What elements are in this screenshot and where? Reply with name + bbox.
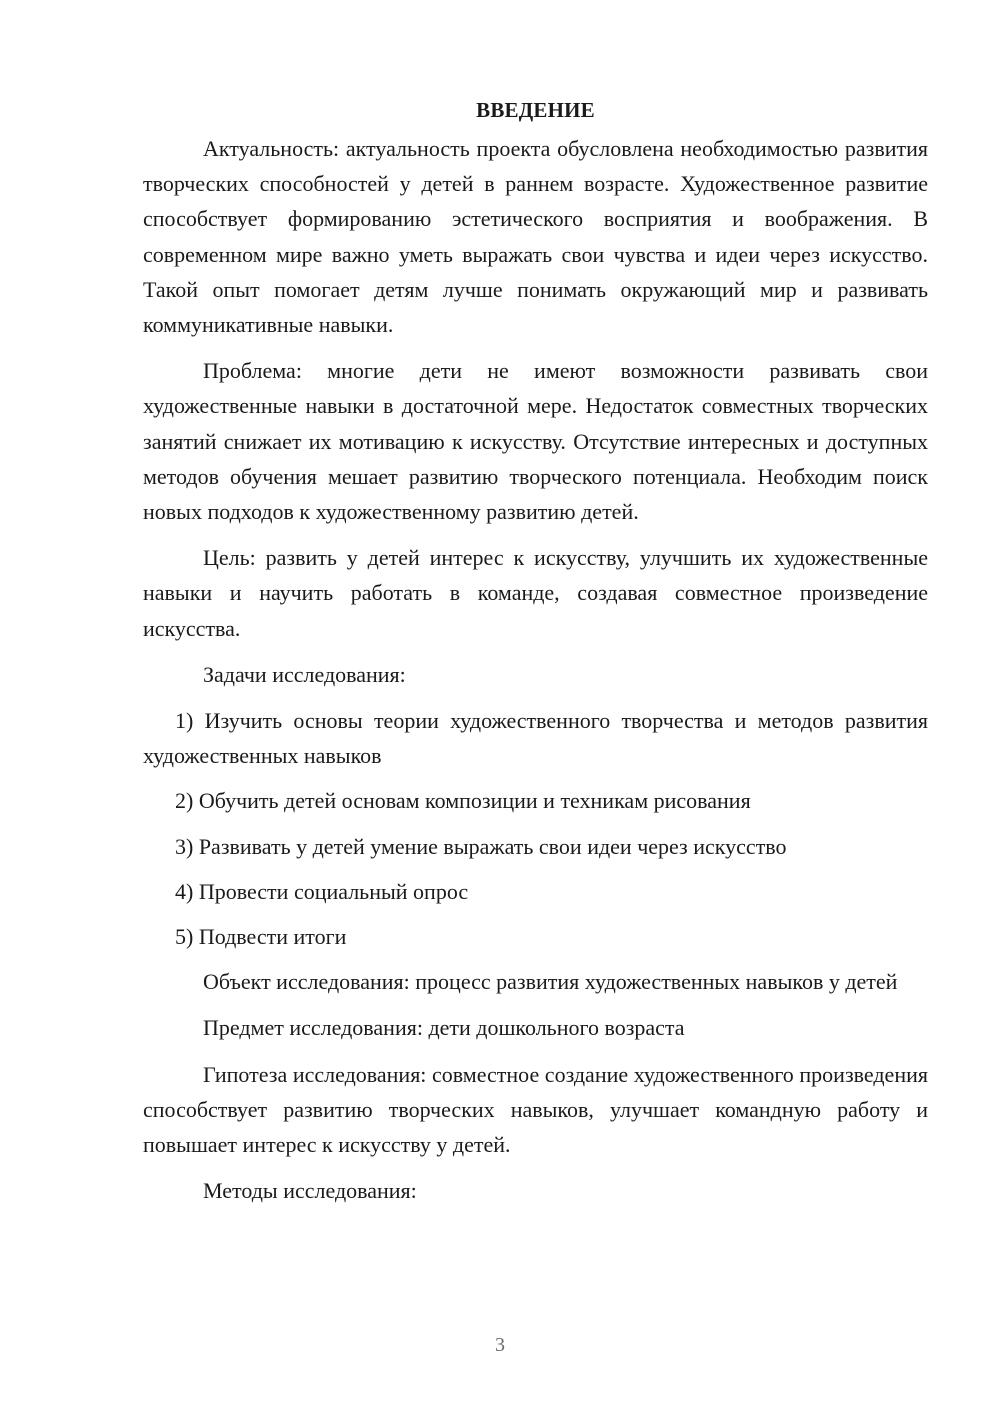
task-item-2: 2) Обучить детей основам композиции и техникам рисования (175, 788, 751, 814)
page-title: ВВЕДЕНИЕ (476, 98, 595, 122)
task-item-4: 4) Провести социальный опрос (175, 878, 469, 904)
document-page (143, 95, 928, 1219)
page-number: 3 (495, 1334, 505, 1356)
task-item-1: 1) Изучить основы теории художественного творчества и методов развития художественных навыков (143, 708, 928, 769)
relevance-paragraph: Актуальность: актуальность проекта обусловлена необходимостью развития творческих способностей у детей в раннем возрасте. Художественное развитие способствует формированию эстетического восприятия и воображения. В современном мире важно уметь выражать свои чувства и идеи через искусство. Такой опыт помогает детям лучше понимать окружающий мир и развивать коммуникативные навыки. (143, 136, 928, 338)
tasks-heading: Задачи исследования: (203, 661, 406, 687)
problem-paragraph: Проблема: многие дети не имеют возможности развивать свои художественные навыки в достаточной мере. Недостаток совместных творческих занятий снижает их мотивацию к искусству. Отсутствие интересных и доступных методов обучения мешает развитию творческого потенциала. Необходим поиск новых подходов к художественному развитию детей. (143, 358, 928, 525)
methods-heading: Методы исследования: (203, 1178, 417, 1204)
goal-paragraph: Цель: развить у детей интерес к искусству, улучшить их художественные навыки и научить работать в команде, создавая совместное произведение искусства. (143, 545, 928, 641)
research-subject-paragraph: Предмет исследования: дети дошкольного возраста (203, 1015, 685, 1041)
task-item-3: 3) Развивать у детей умение выражать свои идеи через искусство (175, 833, 787, 859)
research-object-paragraph: Объект исследования: процесс развития художественных навыков у детей (203, 969, 898, 995)
task-item-5: 5) Подвести итоги (175, 924, 347, 950)
hypothesis-paragraph: Гипотеза исследования: совместное создание художественного произведения способствует развитию творческих навыков, улучшает командную работу и повышает интерес к искусству у детей. (143, 1061, 928, 1158)
